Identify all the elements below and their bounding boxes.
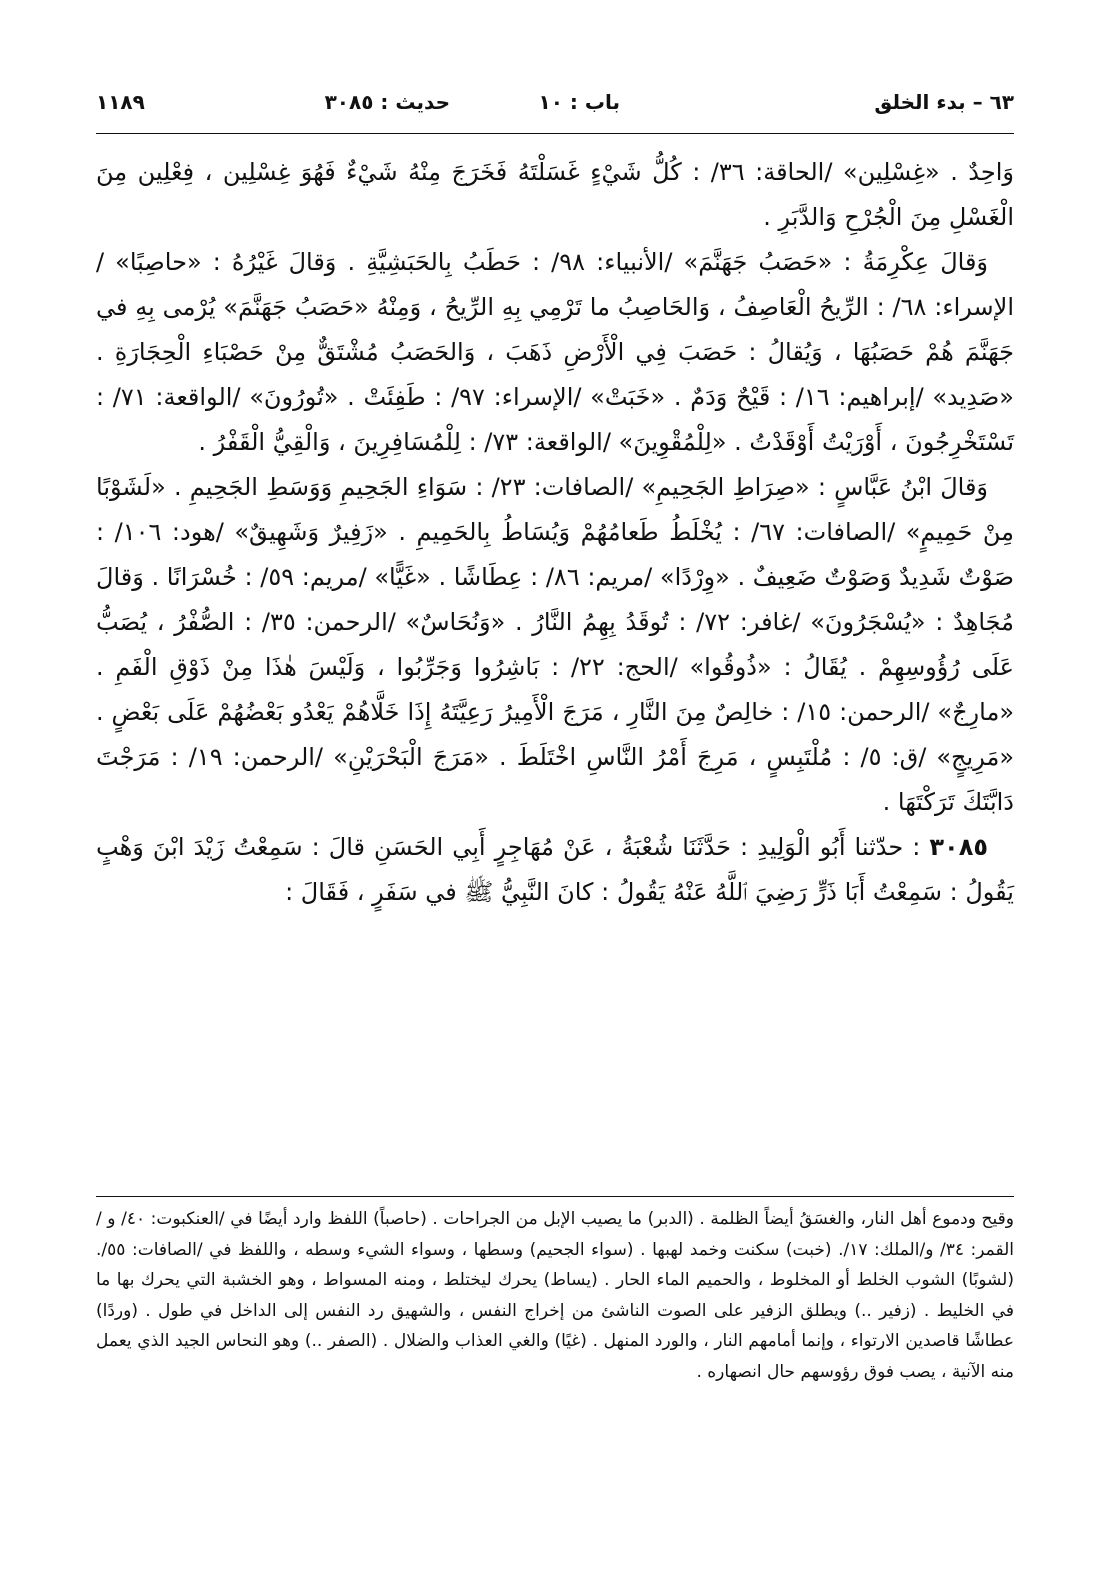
footnotes-text: وقيح ودموع أهل النار، والغسَقُ أيضاً الظلمة . (الدبر) ما يصيب الإبل من الجراحات . (حاصباً) اللفظ وارد أيضًا في /العنكبوت: ٤٠/ و /القمر: ٣٤/ و/الملك: ١٧/. (خبت) سكنت وخمد لهبها . (سواء الجحيم) وسطها ، وسواء الشيء وسطه ، واللفظ في /الصافات: ٥٥/. (لشوبًا) الشوب الخلط أو المخلوط ، والحميم الماء الحار . (يساط) يحرك ليختلط ، ومنه المسواط ، وهو الخشبة التي يحرك بها ما في الخليط . (زفير ..) ويطلق الزفير على الصوت الناشئ من إخراج النفس ، والشهيق رد النفس إلى الداخل في طول . (وردًا) عطاشًا قاصدين الارتواء ، وإنما أمامهم النار ، والورد المنهل . (غيًا) والغي العذاب والضلال . (الصفر ..) وهو النحاس الجيد الذي يعمل منه الآنية ، يصب فوق رؤوسهم حال انصهاره . bbox=[96, 1209, 1014, 1382]
paragraph-ghislin: وَاحِدٌ . «غِسْلِين» /الحاقة: ٣٦/ : كُلُّ شَيْءٍ غَسَلْتَهُ فَخَرَجَ مِنْهُ شَيْءٌ فَهُوَ غِسْلِين ، فِعْلِين مِنَ الْغَسْلِ مِنَ الْجُرْحِ وَالدَّبَرِ . bbox=[96, 158, 1014, 231]
hadith-text: : حدّثنا أَبُو الْوَلِيدِ : حَدَّثَنَا شُعْبَةُ ، عَنْ مُهَاجِرٍ أَبِي الحَسَنِ قالَ : سَمِعْتُ زَيْدَ ابْنَ وَهْبٍ يَقُولُ : سَمِعْتُ أَبَا ذَرٍّ رَضِيَ ٱللَّهُ عَنْهُ يَقُولُ : كانَ النَّبِيُّ ﷺ في سَفَرٍ ، فَقَالَ : bbox=[96, 833, 1014, 906]
hadith-number: ٣٠٨٥ bbox=[929, 833, 988, 861]
page-number: ١١٨٩ bbox=[96, 90, 145, 114]
header-divider bbox=[96, 133, 1014, 134]
running-header bbox=[96, 84, 1014, 124]
main-text-block bbox=[96, 150, 1014, 915]
hadith-label: حديث : ٣٠٨٥ bbox=[324, 90, 450, 114]
paragraph-ibn-abbas: وَقالَ ابْنُ عَبَّاسٍ : «صِرَاطِ الجَحِيمِ» /الصافات: ٢٣/ : سَوَاءِ الجَحِيمِ وَوَسَطِ الجَحِيمِ . «لَشَوْبًا مِنْ حَمِيمٍ» /الصافات: ٦٧/ : يُخْلَطُ طَعامُهُمْ وَيُسَاطُ بِالحَمِيمِ . «زَفِيرٌ وَشَهِيقٌ» /هود: ١٠٦/ : صَوْتٌ شَدِيدٌ وَصَوْتٌ ضَعِيفٌ . «وِرْدًا» /مريم: ٨٦/ : عِطَاشًا . «غَيًّا» /مريم: ٥٩/ : خُسْرَانًا . وَقالَ مُجَاهِدٌ : «يُسْجَرُونَ» /غافر: ٧٢/ : تُوقَدُ بِهِمُ النَّارُ . «وَنُحَاسٌ» /الرحمن: ٣٥/ : الصُّفْرُ ، يُصَبُّ عَلَى رُؤُوسِهِمْ . يُقَالُ : «ذُوقُوا» /الحج: ٢٢/ : بَاشِرُوا وَجَرِّبُوا ، وَلَيْسَ هٰذَا مِنْ ذَوْقِ الْفَمِ . «مارِجٌ» /الرحمن: ١٥/ : خالِصٌ مِنَ النَّارِ ، مَرَجَ الْأَمِيرُ رَعِيَّتَهُ إِذَا خَلَّاهُمْ يَعْدُو بَعْضُهُمْ عَلَى بَعْضٍ . «مَرِيجٍ» /ق: ٥/ : مُلْتَبِسٍ ، مَرِجَ أَمْرُ النَّاسِ اخْتَلَطَ . «مَرَجَ الْبَحْرَيْنِ» /الرحمن: ١٩/ : مَرَجْتَ دَابَّتَكَ تَرَكْتَهَا . bbox=[96, 473, 1015, 816]
footnotes-divider bbox=[96, 1196, 1014, 1197]
bab-label: باب : ١٠ bbox=[538, 90, 620, 114]
hadith-paragraph bbox=[96, 825, 1014, 915]
chapter-title: ٦٣ – بدء الخلق bbox=[874, 90, 1014, 114]
paragraph-ikrima: وَقالَ عِكْرِمَةُ : «حَصَبُ جَهَنَّمَ» /الأنبياء: ٩٨/ : حَطَبُ بِالحَبَشِيَّةِ . وَقالَ غَيْرُهُ : «حاصِبًا» /الإسراء: ٦٨/ : الرِّيحُ الْعَاصِفُ ، وَالحَاصِبُ ما تَرْمِي بِهِ الرِّيحُ ، وَمِنْهُ «حَصَبُ جَهَنَّمَ» يُرْمى بِهِ في جَهَنَّمَ هُمْ حَصَبُهَا ، وَيُقالُ : حَصَبَ فِي الْأَرْضِ ذَهَبَ ، وَالحَصَبُ مُشْتَقٌّ مِنْ حَصْبَاءِ الْحِجَارَةِ . «صَدِيد» /إبراهيم: ١٦/ : قَيْحٌ وَدَمٌ . «خَبَتْ» /الإسراء: ٩٧/ : طَفِئَتْ . «تُورُونَ» /الواقعة: ٧١/ : تَسْتَخْرِجُونَ ، أَوْرَيْتُ أَوْقَدْتُ . «لِلْمُقْوِينَ» /الواقعة: ٧٣/ : لِلْمُسَافِرِينَ ، وَالْقِيُّ الْقَفْرُ . bbox=[96, 248, 1015, 456]
footnotes-block bbox=[96, 1204, 1014, 1387]
